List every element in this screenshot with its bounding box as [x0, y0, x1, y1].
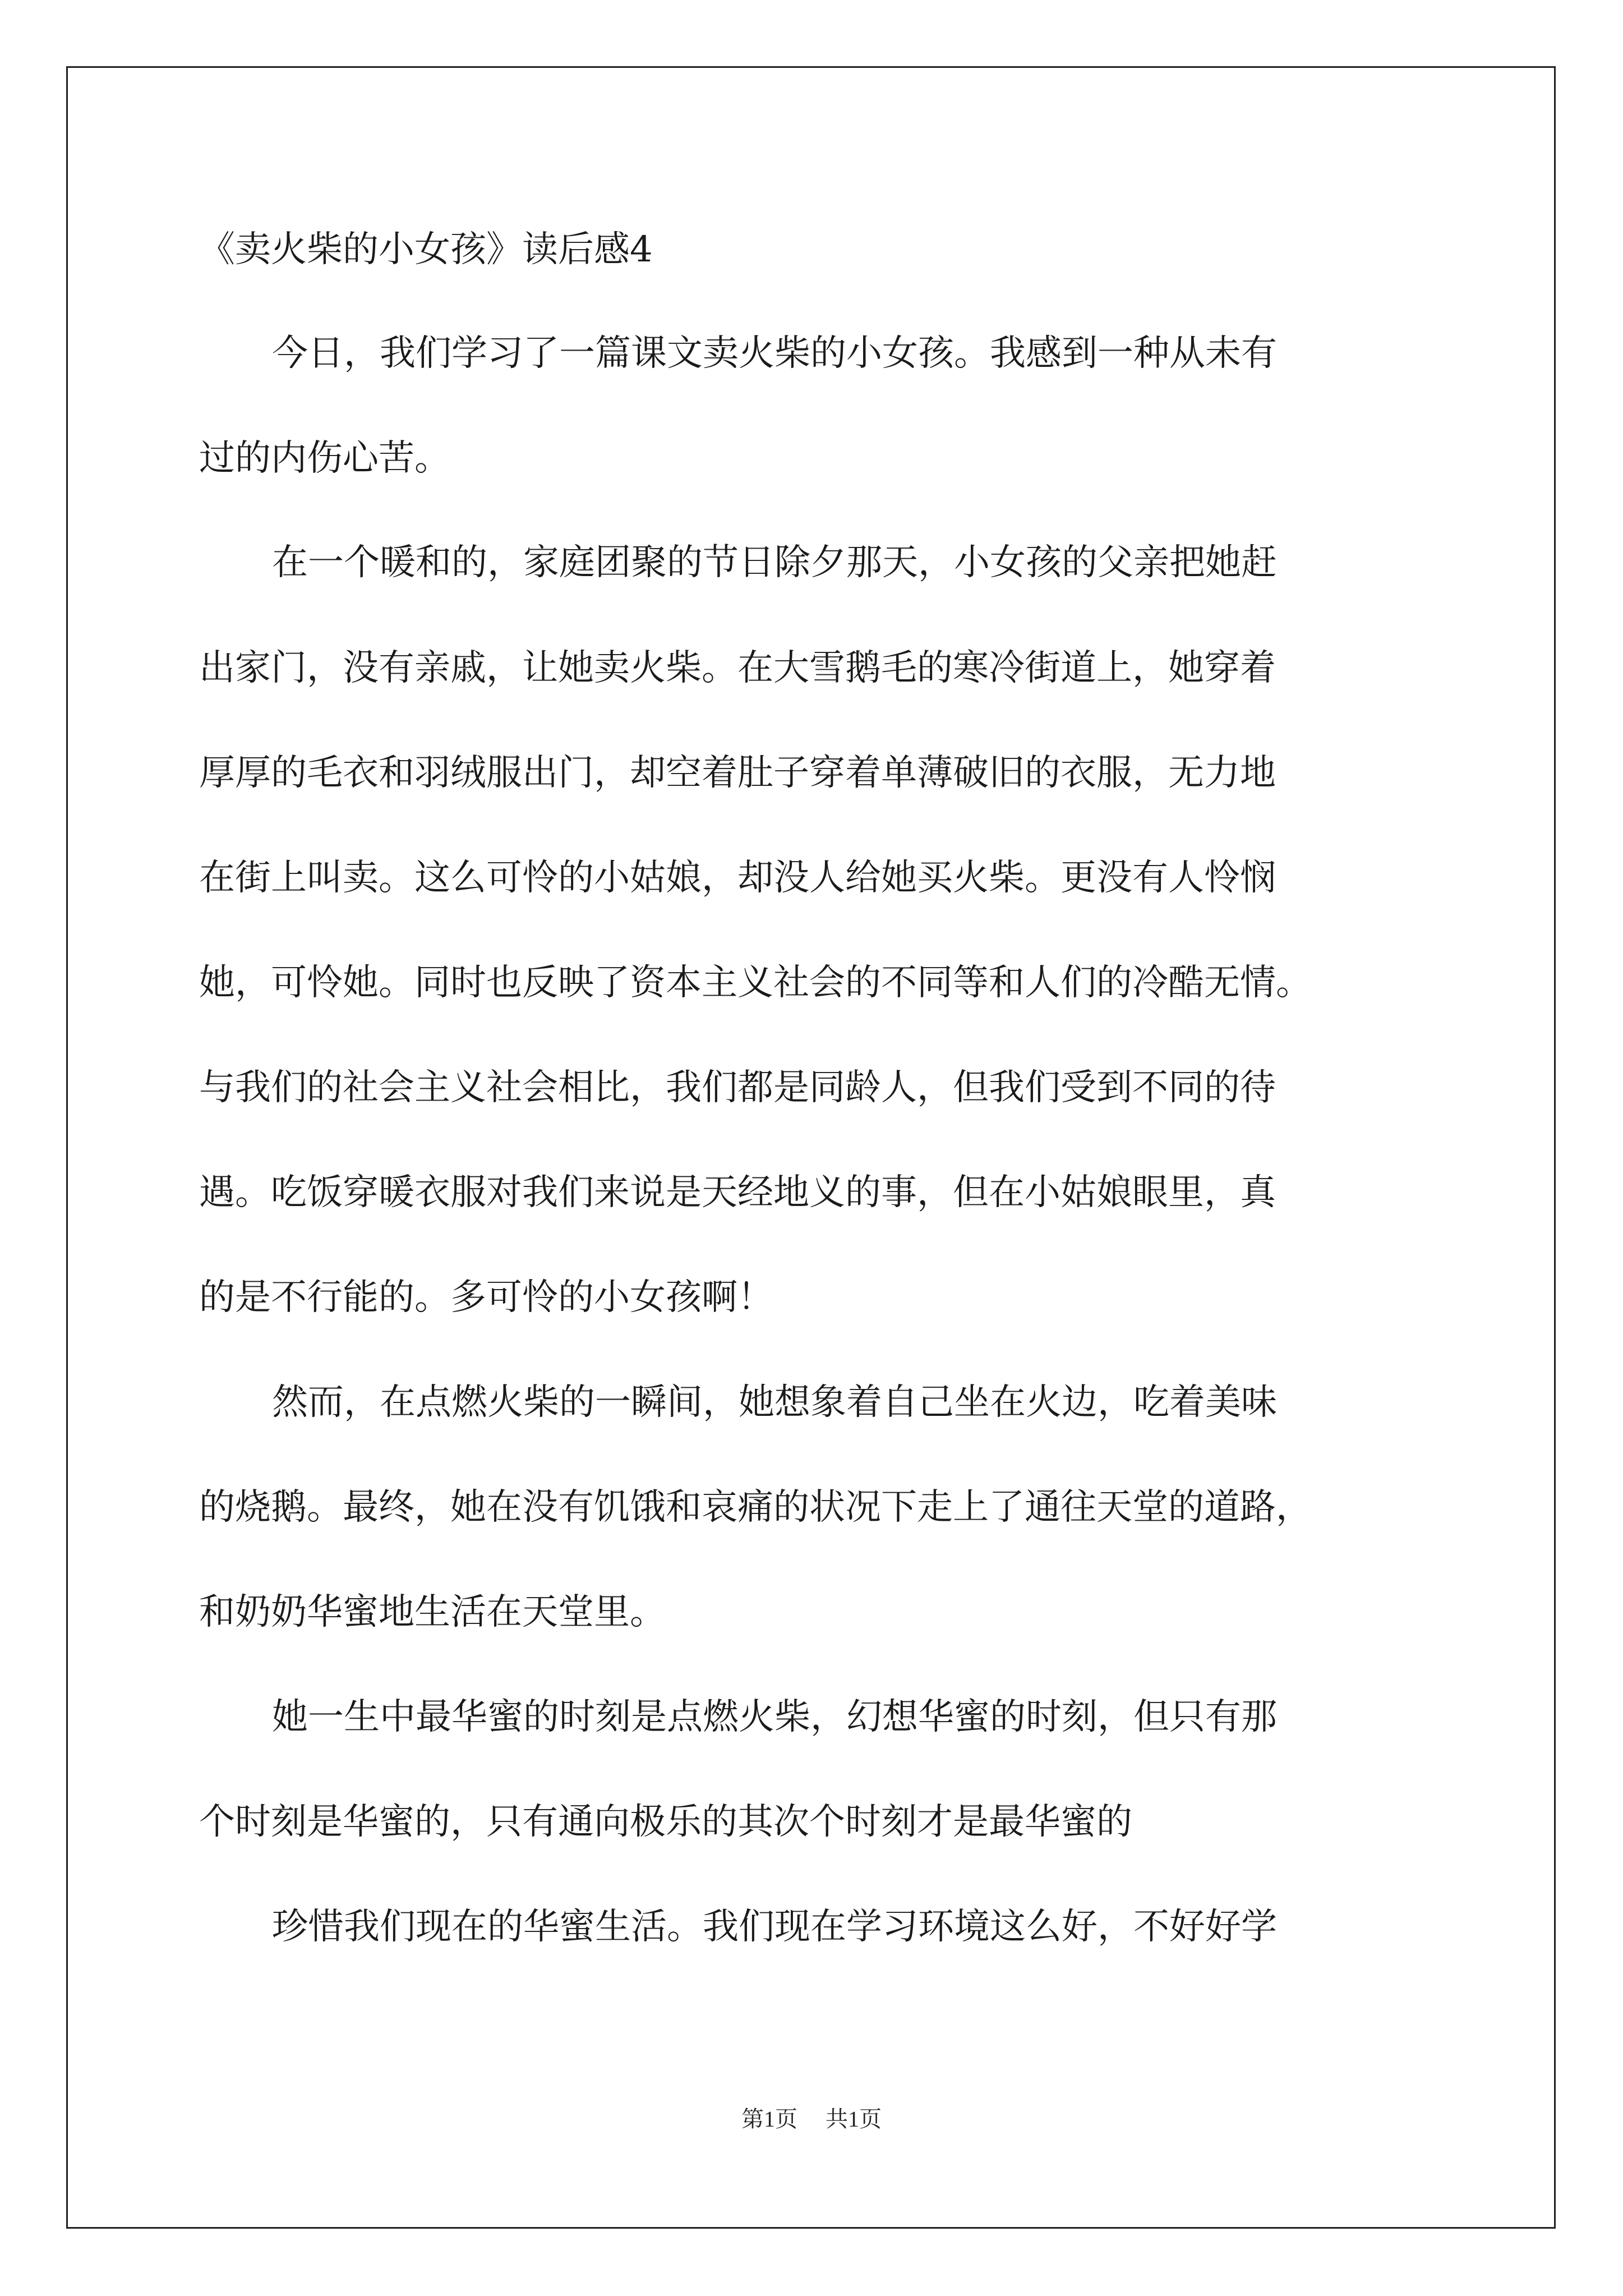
paragraph-line: 和奶奶华蜜地生活在天堂里。 — [199, 1591, 666, 1633]
paragraph-line: 然而，在点燃火柴的一瞬间，她想象着自己坐在火边，吃着美味 — [272, 1382, 1277, 1423]
paragraph-line: 今日，我们学习了一篇课文卖火柴的小女孩。我感到一种从未有 — [272, 333, 1277, 374]
paragraph-line: 的烧鹅。最终，她在没有饥饿和哀痛的状况下走上了通往天堂的道路， — [199, 1487, 1312, 1528]
paragraph-line: 在一个暖和的，家庭团聚的节日除夕那天，小女孩的父亲把她赶 — [272, 542, 1277, 583]
paragraph-line: 厚厚的毛衣和羽绒服出门，却空着肚子穿着单薄破旧的衣服，无力地 — [199, 752, 1276, 794]
paragraph-line: 在街上叫卖。这么可怜的小姑娘，却没人给她买火柴。更没有人怜悯 — [199, 857, 1276, 899]
paragraph-line: 过的内伤心苦。 — [199, 438, 450, 479]
paragraph-line: 她，可怜她。同时也反映了资本主义社会的不同等和人们的冷酷无情。 — [199, 962, 1312, 1004]
page-number: 第1页 — [741, 2106, 797, 2132]
page-footer — [0, 2102, 1623, 2136]
paragraph-line: 与我们的社会主义社会相比，我们都是同龄人，但我们受到不同的待 — [199, 1067, 1276, 1108]
paragraph-line: 珍惜我们现在的华蜜生活。我们现在学习环境这么好，不好好学 — [272, 1906, 1277, 1948]
paragraph-line: 的是不行能的。多可怜的小女孩啊！ — [199, 1277, 773, 1318]
paragraph-line: 个时刻是华蜜的，只有通向极乐的其次个时刻才是最华蜜的 — [199, 1801, 1132, 1843]
document-title: 《卖火柴的小女孩》读后感4 — [199, 229, 653, 270]
paragraph-line: 遇。吃饭穿暖衣服对我们来说是天经地义的事，但在小姑娘眼里，真 — [199, 1172, 1276, 1213]
paragraph-line: 出家门，没有亲戚，让她卖火柴。在大雪鹅毛的寒冷街道上，她穿着 — [199, 647, 1276, 689]
paragraph-line: 她一生中最华蜜的时刻是点燃火柴，幻想华蜜的时刻，但只有那 — [272, 1696, 1277, 1738]
page-total: 共1页 — [826, 2106, 882, 2132]
